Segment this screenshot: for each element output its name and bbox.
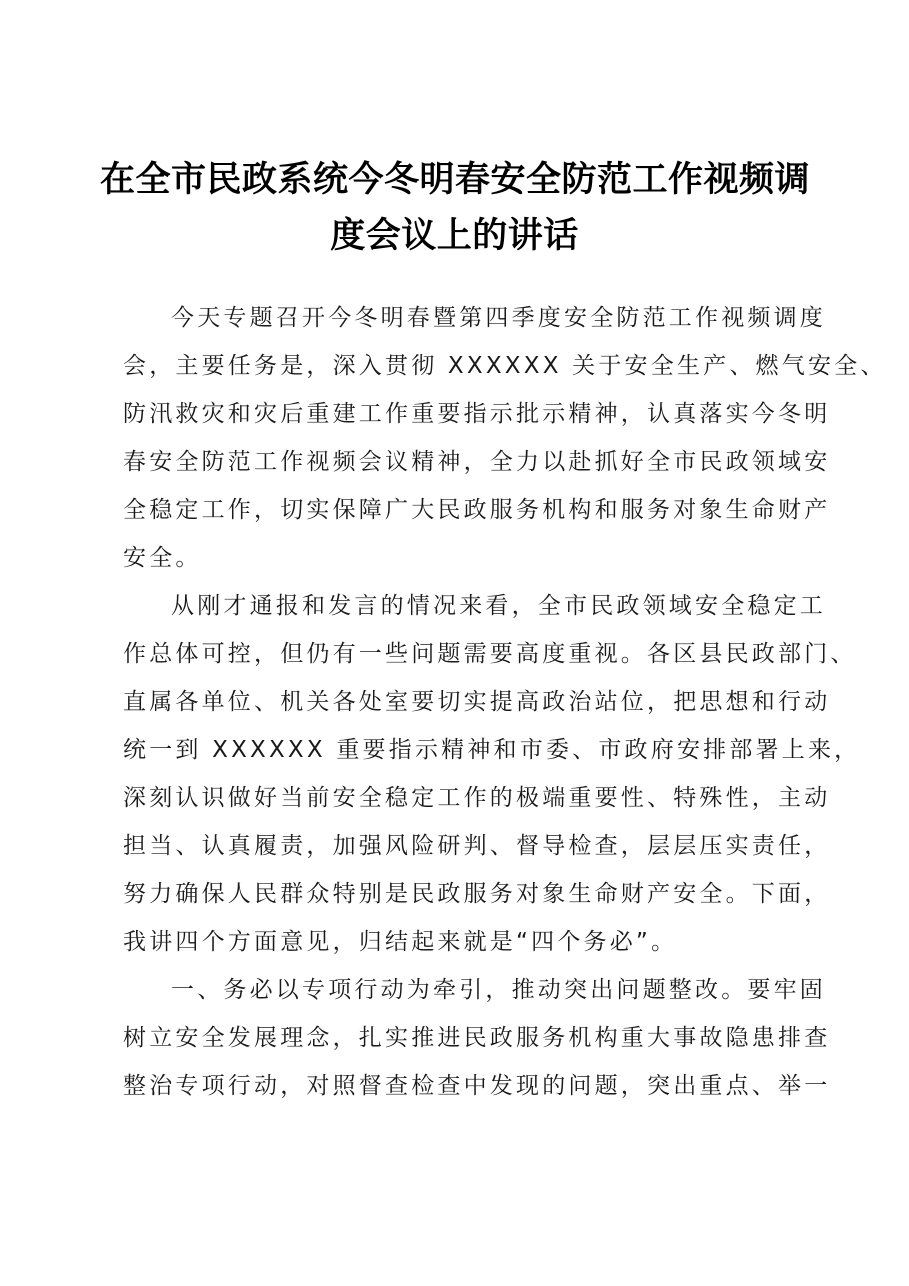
paragraph-line: 整治专项行动，对照督查检查中发现的问题，突出重点、举一 <box>123 1073 831 1099</box>
document-title <box>100 152 809 264</box>
document-body <box>123 294 887 1110</box>
paragraph-line: 直属各单位、机关各处室要切实提高政治站位，把思想和行动 <box>123 689 831 715</box>
paragraph <box>123 294 887 582</box>
paragraph-line: 作总体可控，但仍有一些问题需要高度重视。各区县民政部门、 <box>123 641 857 667</box>
paragraph-line: 我讲四个方面意见，归结起来就是“四个务必”。 <box>123 929 678 955</box>
title-line: 在全市民政系统今冬明春安全防范工作视频调 <box>100 159 811 200</box>
paragraph-line: 今天专题召开今冬明春暨第四季度安全防范工作视频调度 <box>171 305 826 331</box>
paragraph-line: 全稳定工作，切实保障广大民政服务机构和服务对象生命财产 <box>123 497 831 523</box>
paragraph-line: 一、务必以专项行动为牵引，推动突出问题整改。要牢固 <box>171 977 826 1003</box>
paragraph-line: 安全。 <box>123 545 202 571</box>
paragraph-line: 努力确保人民群众特别是民政服务对象生命财产安全。下面， <box>123 881 831 907</box>
paragraph-line: 树立安全发展理念，扎实推进民政服务机构重大事故隐患排查 <box>123 1025 831 1051</box>
paragraph-line: 防汛救灾和灾后重建工作重要指示批示精神，认真落实今冬明 <box>123 401 831 427</box>
paragraph-line: 会，主要任务是，深入贯彻 XXXXXX 关于安全生产、燃气安全、 <box>123 353 887 379</box>
paragraph-line: 担当、认真履责，加强风险研判、督导检查，层层压实责任， <box>123 833 831 859</box>
paragraph <box>123 966 831 1110</box>
paragraph-line: 春安全防范工作视频会议精神，全力以赴抓好全市民政领域安 <box>123 449 831 475</box>
paragraph-line: 深刻认识做好当前安全稳定工作的极端重要性、特殊性，主动 <box>123 785 831 811</box>
paragraph <box>123 582 861 966</box>
paragraph-line: 从刚才通报和发言的情况来看，全市民政领域安全稳定工 <box>171 593 826 619</box>
title-line: 度会议上的讲话 <box>330 215 579 256</box>
paragraph-line: 统一到 XXXXXX 重要指示精神和市委、市政府安排部署上来， <box>123 737 861 763</box>
